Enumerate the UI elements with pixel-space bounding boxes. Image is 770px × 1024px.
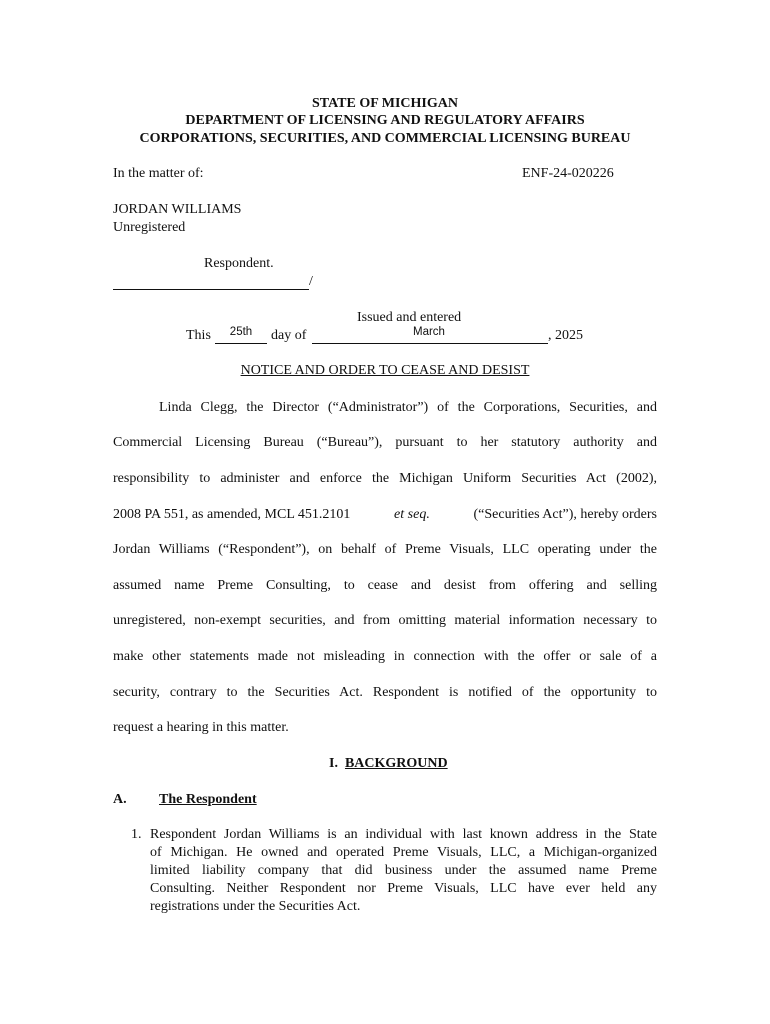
respondent-name: JORDAN WILLIAMS — [113, 202, 242, 217]
intro-line-8: make other statements made not misleading in connection with the offer or sale of a — [113, 649, 657, 664]
caption-rule — [113, 289, 309, 290]
paragraph-1-line-2: of Michigan. He owned and operated Preme Visuals, LLC, a Michigan-organized — [150, 845, 657, 860]
header-state: STATE OF MICHIGAN — [312, 96, 458, 111]
intro-line-3: responsibility to administer and enforce the Michigan Uniform Securities Act (2002), — [113, 471, 657, 486]
this-label: This — [186, 328, 211, 343]
document-title: NOTICE AND ORDER TO CEASE AND DESIST — [240, 363, 530, 378]
intro-line-4-a: 2008 PA 551, as amended, MCL 451.2101 — [113, 507, 351, 522]
month-field[interactable]: March — [413, 326, 445, 338]
paragraph-1-line-5: registrations under the Securities Act. — [150, 899, 361, 914]
case-number: ENF-24-020226 — [522, 166, 614, 181]
intro-line-5: Jordan Williams (“Respondent”), on behalf of Preme Visuals, LLC operating under the — [113, 542, 657, 557]
section-number: I. — [329, 756, 338, 771]
section-title: BACKGROUND — [344, 756, 448, 771]
header-department: DEPARTMENT OF LICENSING AND REGULATORY AFFAIRS — [185, 113, 585, 128]
paragraph-1-line-1: Respondent Jordan Williams is an individual with last known address in the State — [150, 827, 657, 842]
intro-line-4 — [113, 507, 657, 523]
paragraph-1-line-4: Consulting. Neither Respondent nor Preme Visuals, LLC have ever held any — [150, 881, 657, 896]
day-field[interactable]: 25th — [229, 326, 253, 338]
subsection-letter: A. — [113, 792, 127, 807]
intro-line-6: assumed name Preme Consulting, to cease and desist from offering and selling — [113, 578, 657, 593]
day-blank-line — [215, 343, 267, 344]
day-of-label: day of — [271, 328, 307, 343]
in-the-matter-label: In the matter of: — [113, 166, 204, 181]
header-bureau: CORPORATIONS, SECURITIES, AND COMMERCIAL LICENSING BUREAU — [139, 131, 631, 146]
intro-line-2: Commercial Licensing Bureau (“Bureau”), pursuant to her statutory authority and — [113, 435, 657, 450]
paragraph-1-number: 1. — [131, 827, 142, 842]
issued-label: Issued and entered — [357, 310, 462, 325]
intro-line-10: request a hearing in this matter. — [113, 720, 289, 735]
intro-line-4-b: (“Securities Act”), hereby orders — [473, 507, 657, 522]
subsection-title: The Respondent — [159, 792, 257, 807]
paragraph-1-line-3: limited liability company that did business under the assumed name Preme — [150, 863, 657, 878]
intro-line-7: unregistered, non-exempt securities, and from omitting material information necessary to — [113, 613, 657, 628]
intro-line-1: Linda Clegg, the Director (“Administrator”) of the Corporations, Securities, and — [159, 400, 657, 415]
respondent-status: Unregistered — [113, 220, 186, 235]
intro-line-4-italic: et seq. — [394, 507, 430, 522]
year-suffix: , 2025 — [548, 328, 583, 343]
respondent-label: Respondent. — [204, 256, 274, 271]
intro-line-9: security, contrary to the Securities Act. Respondent is notified of the opportunity to — [113, 685, 657, 700]
section-heading — [329, 756, 448, 772]
caption-slash: / — [309, 274, 313, 289]
month-blank-line — [312, 343, 548, 344]
